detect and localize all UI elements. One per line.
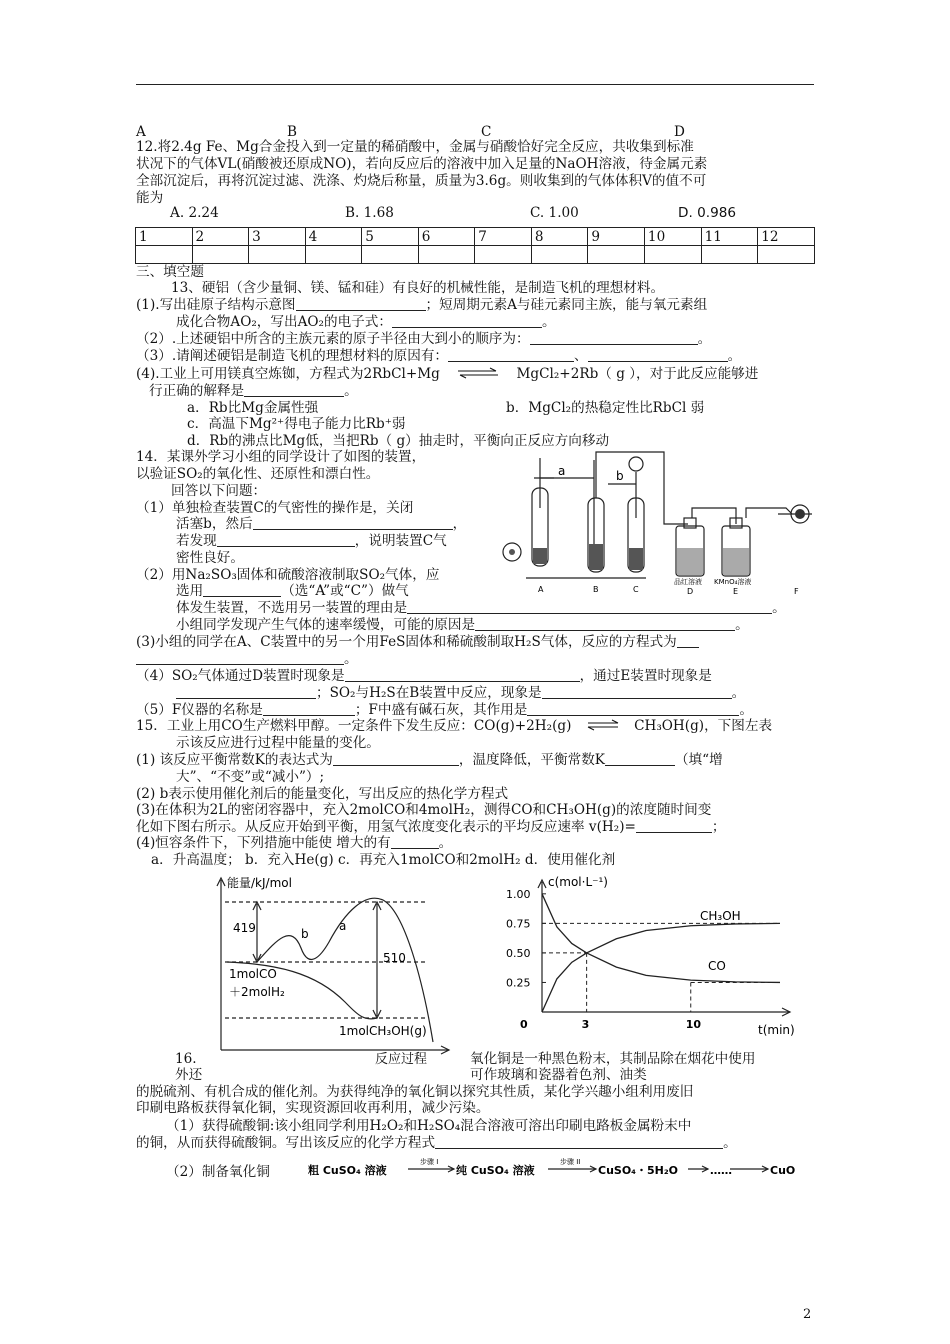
q14-part2-text3: 体发生装置，不选用另一装置的理由是 <box>176 600 408 616</box>
q13-part1-cont <box>176 314 556 331</box>
answer-blank[interactable] <box>263 702 355 716</box>
label-e: E <box>733 587 739 596</box>
q15-part1-l2: 大”、“不变”或“减小”）; <box>176 769 325 785</box>
header-rule <box>136 84 814 85</box>
answer-blank[interactable] <box>176 685 316 699</box>
curve-a-label: a <box>339 919 347 933</box>
answer-cell-11: 11 <box>701 228 758 246</box>
q12-line3: 全部沉淀后，再将沉淀过滤、洗涤、灼烧后称量，质量为3.6g。则收集到的气体体积V的值不可 <box>136 173 707 189</box>
q16-line1: 氧化铜是一种黑色粉末，其制品除在烟花中使用 <box>470 1051 756 1067</box>
period: 。 <box>697 331 712 347</box>
concentration-chart <box>490 872 810 1042</box>
q16-part1: （1）获得硫酸铜:该小组同学利用H₂O₂和H₂SO₄混合溶液可溶出印刷电路板金属粉末中 <box>166 1118 692 1134</box>
q14-part4 <box>136 668 712 685</box>
q16-part1-l2 <box>136 1135 737 1152</box>
y-tick-label: 0.50 <box>506 946 531 960</box>
q13-part1 <box>136 297 707 314</box>
q13-option-d: d．Rb的沸点比Mg低，当把Rb（ g）抽走时，平衡向正反应方向移动 <box>187 433 610 449</box>
series-label-ch3oh: CH₃OH <box>700 909 741 923</box>
q13-part4-cont-text: 行正确的解释是 <box>149 383 245 399</box>
period: 。 <box>731 685 746 701</box>
period: 。 <box>438 835 453 851</box>
q12-line4: 能为 <box>136 190 164 206</box>
answer-table-header-row <box>136 228 815 246</box>
flow-step-crude: 粗 CuSO₄ 溶液 <box>308 1164 387 1177</box>
answer-blank[interactable] <box>448 348 574 362</box>
series-line-1 <box>542 894 780 983</box>
comma: 、 <box>574 348 588 364</box>
answer-cell-4: 4 <box>305 228 362 246</box>
q12-option-b: B. 1.68 <box>345 205 394 221</box>
apparatus-diagram <box>496 448 826 596</box>
label-a: A <box>538 585 544 594</box>
q15-part4 <box>136 835 452 852</box>
answer-table <box>135 227 815 264</box>
q15-intro-text2: CH₃OH(g)，下图左表 <box>634 718 773 734</box>
choice-b: B <box>287 124 297 140</box>
q14-part2-l2 <box>176 583 409 600</box>
q15-intro2: 示该反应进行过程中能量的变化。 <box>176 735 380 751</box>
answer-table-blank-row <box>136 246 815 264</box>
choice-a: A <box>136 124 146 140</box>
q14-part1-text2: 若发现 <box>176 533 217 549</box>
series-line-0 <box>542 923 780 1012</box>
q15-part4-text: (4)恒容条件下，下列措施中能使 增大的有 <box>136 835 391 851</box>
answer-blank[interactable] <box>391 835 439 849</box>
answer-blank[interactable] <box>636 819 712 833</box>
answer-cell-3: 3 <box>249 228 306 246</box>
answer-blank[interactable] <box>542 685 732 699</box>
q16-number: 16. <box>175 1051 197 1067</box>
answer-blank[interactable] <box>296 297 426 311</box>
answer-cell-9: 9 <box>588 228 645 246</box>
q14-part5 <box>136 702 753 719</box>
answer-blank[interactable] <box>333 752 459 766</box>
q14-part1-l3 <box>176 533 447 550</box>
answer-cell-1: 1 <box>136 228 193 246</box>
answer-blank[interactable] <box>530 331 698 345</box>
conc-y-label: c(mol·L⁻¹) <box>548 875 608 889</box>
label-d: D <box>687 587 694 596</box>
q16-line2a: 外还 <box>175 1067 203 1083</box>
y-tick-label: 0.25 <box>506 976 531 990</box>
q14-part5-text2: ；F中盛有碱石灰，其作用是 <box>354 702 528 718</box>
q13-part4 <box>136 366 758 383</box>
flow-step-crystal: CuSO₄・5H₂O <box>598 1164 679 1177</box>
q13-part1-text2: ；短周期元素A与硅元素同主族，能与氧元素组 <box>425 297 708 313</box>
q13-intro: 13、硬铝（含少量铜、镁、锰和硅）有良好的机械性能，是制造飞机的理想材料。 <box>171 280 665 296</box>
q14-part3-l2 <box>136 651 358 668</box>
answer-cell-5: 5 <box>362 228 419 246</box>
q14-part1-text3: ，说明装置C气 <box>354 533 447 549</box>
label-510: 510 <box>383 951 406 965</box>
answer-blank[interactable] <box>345 668 580 682</box>
semicolon: ； <box>711 819 726 835</box>
energy-y-label: 能量/kJ/mol <box>227 876 292 890</box>
q15-part3: (3)在体积为2L的密闭容器中，充入2molCO和4molH₂，测得CO和CH₃OH(g)的浓度随时间变 <box>136 802 712 818</box>
q16-line4: 印刷电路板获得氧化铜，实现资源回收再利用，减少污染。 <box>136 1100 490 1116</box>
section-title: 三、填空题 <box>136 264 204 280</box>
q13-part2 <box>136 331 711 348</box>
answer-blank[interactable] <box>244 383 344 397</box>
q15-part3-text: 化如下图右所示。从反应开始到平衡，用氢气浓度变化表示的平均反应速率 v(H₂)= <box>136 819 636 835</box>
answer-blank[interactable] <box>588 348 728 362</box>
q14-part1-l4: 密性良好。 <box>176 550 244 566</box>
x-tick-label: 0 <box>520 1018 528 1031</box>
answer-blank[interactable] <box>475 617 735 631</box>
series-label-co: CO <box>708 959 726 973</box>
step1-label: 步骤 I <box>420 1158 439 1166</box>
q16-line3: 的脱硫剂、有机合成的催化剂。为获得纯净的氧化铜以探究其性质，某化学兴趣小组利用废旧 <box>136 1084 694 1100</box>
q13-option-c: c．高温下Mg²⁺得电子能力比Rb⁺弱 <box>187 416 406 432</box>
q12-option-d: D. 0.986 <box>678 205 737 221</box>
q16-part2: （2）制备氧化铜 <box>166 1164 270 1180</box>
q14-part5-text: （5）F仪器的名称是 <box>136 702 263 718</box>
answer-blank[interactable] <box>435 1135 723 1149</box>
q14-instruction: 回答以下问题： <box>171 483 267 499</box>
answer-blank[interactable] <box>217 533 355 547</box>
q13-option-b: b．MgCl₂的热稳定性比RbCl 弱 <box>506 400 705 416</box>
answer-blank[interactable] <box>677 634 699 648</box>
valve-b-label: b <box>616 469 624 483</box>
q14-part1: （1）单独检查装置C的气密性的操作是，关闭 <box>136 500 414 516</box>
answer-cell-2: 2 <box>192 228 249 246</box>
q12-option-c: C. 1.00 <box>530 205 579 221</box>
q14-intro2: 以验证SO₂的氧化性、还原性和漂白性。 <box>136 466 380 482</box>
reactant-label-1: 1molCO <box>229 967 277 981</box>
answer-cell-8: 8 <box>531 228 588 246</box>
q14-part3 <box>136 634 699 651</box>
answer-blank[interactable] <box>253 516 453 530</box>
period: 。 <box>727 348 742 364</box>
flow-step-pure: 纯 CuSO₄ 溶液 <box>456 1164 535 1177</box>
answer-cell-12: 12 <box>758 228 815 246</box>
q15-part1-text2: ，温度降低，平衡常数K <box>458 752 605 768</box>
answer-cell-6: 6 <box>418 228 475 246</box>
choice-d: D <box>674 124 685 140</box>
curve-b-label: b <box>301 927 309 941</box>
q13-part4-cont <box>149 383 358 400</box>
q14-part3-text: (3)小组的同学在A、C装置中的另一个用FeS固体和稀硫酸制取H₂S气体，反应的方程式为 <box>136 634 677 650</box>
answer-cell-10: 10 <box>644 228 701 246</box>
q14-part4-l2 <box>176 685 745 702</box>
answer-blank[interactable] <box>527 702 739 716</box>
page-number: 2 <box>803 1307 812 1322</box>
q15-intro <box>136 718 772 735</box>
period: 。 <box>723 1135 737 1151</box>
energy-diagram <box>205 872 455 1064</box>
choice-c: C <box>481 124 492 140</box>
label-c: C <box>633 585 639 594</box>
q15-part2: (2) b表示使用催化剂后的能量变化，写出反应的热化学方程式 <box>136 786 509 802</box>
label-d-solution: 品红溶液 <box>674 578 702 586</box>
flow-step-cuo: CuO <box>770 1164 796 1177</box>
q14-part2: （2）用Na₂SO₃固体和硫酸溶液制取SO₂气体，应 <box>136 567 440 583</box>
q15-part3-l2 <box>136 819 726 836</box>
q15-part1 <box>136 752 723 769</box>
x-tick-label: 10 <box>685 1018 702 1031</box>
period: 。 <box>541 314 556 330</box>
q14-part2-l3 <box>176 600 786 617</box>
q12-line1: 12.将2.4g Fe、Mg合金投入到一定量的稀硝酸中，金属与硝酸恰好完全反应，共收集到标准 <box>136 139 694 155</box>
label-f: F <box>794 587 799 596</box>
period: 。 <box>344 383 358 399</box>
comma: ， <box>452 516 467 532</box>
process-flow <box>308 1154 808 1186</box>
q12-option-a: A. 2.24 <box>170 205 219 221</box>
q15-part1-text: (1) 该反应平衡常数K的表达式为 <box>136 752 333 768</box>
equilibrium-arrow-icon <box>586 719 620 731</box>
q13-part2-text: （2）.上述硬铝中所含的主族元素的原子半径由大到小的顺序为： <box>136 331 530 347</box>
period: 。 <box>344 651 358 667</box>
q14-part4-text2: ，通过E装置时现象是 <box>579 668 712 684</box>
q13-part1-text: (1).写出硅原子结构示意图 <box>136 297 296 313</box>
answer-cell-7: 7 <box>475 228 532 246</box>
period: 。 <box>739 702 753 718</box>
q15-intro-text: 15．工业上用CO生产燃料甲醇。一定条件下发生反应：CO(g)+2H₂(g) <box>136 718 572 734</box>
q14-part2-text2: （选“A”或“C”）做气 <box>281 583 409 599</box>
q14-part4-text3: ；SO₂与H₂S在B装置中反应，现象是 <box>316 685 542 701</box>
q14-intro: 14．某课外学习小组的同学设计了如图的装置， <box>136 449 426 465</box>
q12-line2: 状况下的气体VL(硝酸被还原成NO)，若向反应后的溶液中加入足量的NaOH溶液，待金属元素 <box>136 156 708 172</box>
step2-label: 步骤 II <box>560 1158 581 1166</box>
energy-x-label: 反应过程 <box>375 1052 428 1067</box>
flow-step-ellipsis: …… <box>710 1164 732 1177</box>
valve-a-label: a <box>558 464 566 478</box>
period: 。 <box>772 600 786 616</box>
q13-part4-text: (4).工业上可用镁真空炼铷，方程式为2RbCl+Mg <box>136 366 440 382</box>
q13-option-a: a．Rb比Mg金属性强 <box>187 400 319 416</box>
answer-blank[interactable] <box>392 314 542 328</box>
label-b: B <box>593 585 599 594</box>
answer-blank[interactable] <box>605 752 675 766</box>
q14-part2-l4 <box>176 617 749 634</box>
answer-blank[interactable] <box>407 600 772 614</box>
y-tick-label: 1.00 <box>506 887 531 901</box>
q14-part2-text4: 小组同学发现产生气体的速率缓慢，可能的原因是 <box>176 617 476 633</box>
label-419: 419 <box>233 921 256 935</box>
reactant-label-2: ＋2molH₂ <box>229 985 285 999</box>
y-tick-label: 0.75 <box>506 917 531 931</box>
period: 。 <box>735 617 749 633</box>
conc-x-label: t(min) <box>758 1023 795 1037</box>
q14-part1-text: 活塞b，然后 <box>176 516 253 532</box>
product-label: 1molCH₃OH(g) <box>339 1024 427 1038</box>
q14-part4-text: （4）SO₂气体通过D装置时现象是 <box>136 668 345 684</box>
q13-part1-cont-text: 成化合物AO₂，写出AO₂的电子式： <box>176 314 392 330</box>
q14-part2-text: 选用 <box>176 583 204 599</box>
equilibrium-arrow-icon <box>456 367 500 379</box>
q15-part1-text3: （填“增 <box>674 752 723 768</box>
q13-part3 <box>136 348 741 365</box>
answer-blank[interactable] <box>136 651 344 665</box>
q15-options: a．升高温度； b．充入He(g) c．再充入1molCO和2molH₂ d．使用催化剂 <box>151 852 616 868</box>
q13-part4-text2: MgCl₂+2Rb（ g ），对于此反应能够进 <box>516 366 759 382</box>
q16-line2b: 可作玻璃和瓷器着色剂、油类 <box>470 1067 647 1083</box>
q13-part3-text: （3）.请阐述硬铝是制造飞机的理想材料的原因有： <box>136 348 449 364</box>
q14-part1-l2 <box>176 516 466 533</box>
q16-part1-text: 的铜，从而获得硫酸铜。写出该反应的化学方程式 <box>136 1135 436 1151</box>
label-e-solution: KMnO₄溶液 <box>714 578 752 586</box>
answer-blank[interactable] <box>203 583 281 597</box>
x-tick-label: 3 <box>581 1018 590 1031</box>
